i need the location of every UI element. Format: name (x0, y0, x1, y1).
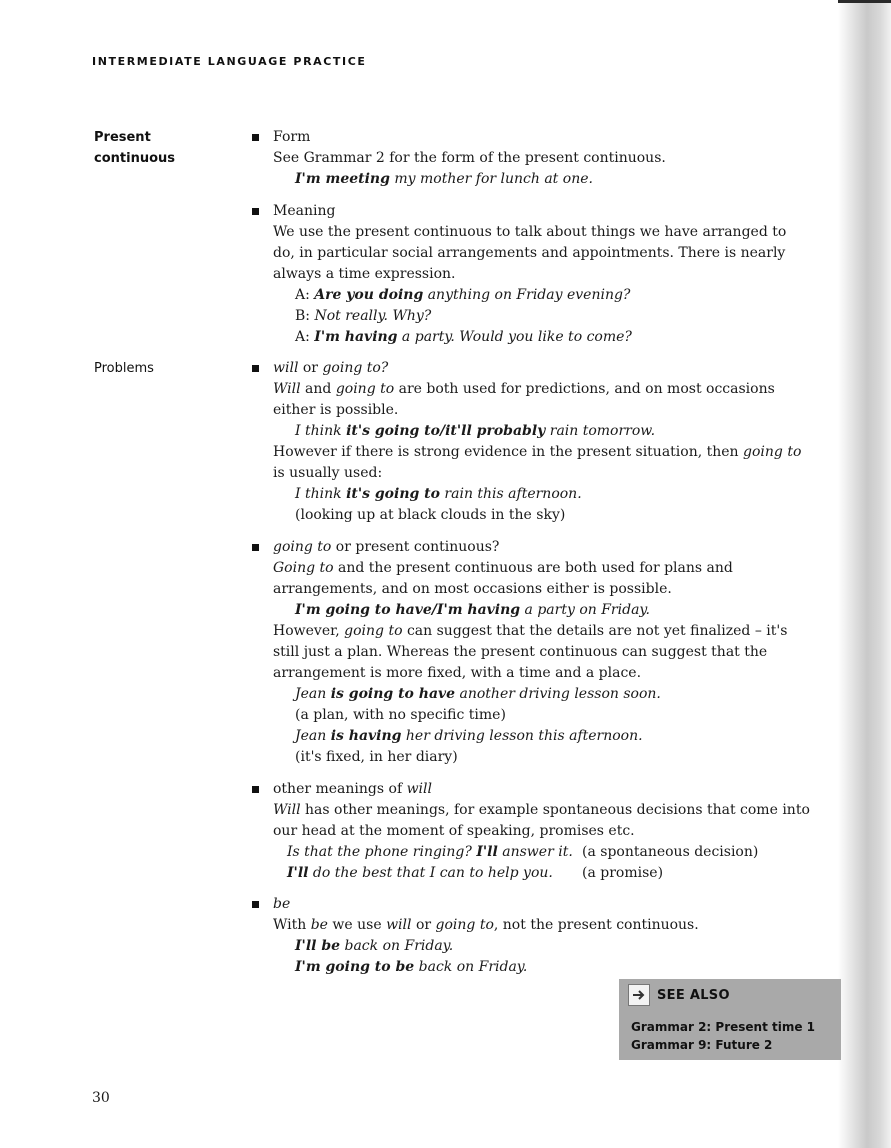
page-edge-line (838, 0, 891, 3)
see-also-link[interactable]: Grammar 9: Future 2 (631, 1038, 773, 1052)
section-label-present-continuous: Present continuous (94, 130, 175, 166)
example-dialogue-line: B: Not really. Why? (295, 308, 432, 324)
bullet-square-icon (252, 365, 259, 372)
bullet-form (252, 127, 812, 190)
example-sentence: I think it's going to rain this afternoon. (295, 486, 582, 502)
body-text: Will and going to are both used for predictions, and on most occasions either is possible. (273, 381, 775, 418)
page-number: 30 (92, 1090, 110, 1106)
example-sentence: I think it's going to/it'll probably rain tomorrow. (295, 423, 656, 439)
example-sentence: I'm going to have/I'm having a party on Friday. (295, 602, 650, 618)
bullet-title: other meanings of will (273, 781, 432, 797)
see-also-title: SEE ALSO (657, 987, 730, 1003)
bullet-title: be (273, 896, 291, 912)
bullet-will-or-going-to (252, 358, 812, 526)
running-header: INTERMEDIATE LANGUAGE PRACTICE (92, 55, 367, 68)
page-gutter-shadow (838, 0, 891, 1148)
bullet-title: going to or present continuous? (273, 539, 500, 555)
example-note: (a plan, with no specific time) (295, 707, 506, 723)
section-label-problems: Problems (94, 361, 154, 376)
bullet-other-meanings-of-will (252, 779, 812, 884)
body-text: We use the present continuous to talk about things we have arranged to do, in particular social arrangements and appointments. There is nearly always a time expression. (273, 224, 787, 282)
example-sentence: I'll do the best that I can to help you. (287, 865, 553, 881)
bullet-square-icon (252, 786, 259, 793)
body-text: Will has other meanings, for example spontaneous decisions that come into our head at the moment of speaking, promises etc. (273, 802, 810, 839)
body-text: See Grammar 2 for the form of the present continuous. (273, 150, 666, 166)
bullet-square-icon (252, 134, 259, 141)
bullet-title: Meaning (273, 203, 336, 219)
see-also-header (628, 984, 730, 1006)
example-pair (273, 863, 812, 884)
body-text: However if there is strong evidence in the present situation, then going to is usually used: (273, 444, 802, 481)
example-dialogue-line: A: I'm having a party. Would you like to come? (295, 329, 632, 345)
bullet-square-icon (252, 901, 259, 908)
example-pair (273, 842, 812, 863)
example-sentence: Jean is having her driving lesson this afternoon. (295, 728, 643, 744)
bullet-be (252, 894, 812, 978)
example-note: (a promise) (582, 865, 664, 881)
example-sentence: I'm meeting my mother for lunch at one. (295, 171, 593, 187)
bullet-meaning (252, 201, 812, 348)
body-text: However, going to can suggest that the details are not yet finalized – it's still just a plan. Whereas the present continuous can suggest that the arrangement is more fixed, with a time and a place. (273, 623, 788, 681)
bullet-going-to-or-present-continuous (252, 537, 812, 768)
bullet-square-icon (252, 544, 259, 551)
see-also-list (631, 1018, 815, 1054)
example-note: (it's fixed, in her diary) (295, 749, 458, 765)
example-sentence: I'll be back on Friday. (295, 938, 454, 954)
example-note: (a spontaneous decision) (582, 844, 759, 860)
example-sentence: I'm going to be back on Friday. (295, 959, 528, 975)
example-dialogue-line: A: Are you doing anything on Friday evening? (295, 287, 631, 303)
example-sentence: Jean is going to have another driving lesson soon. (295, 686, 661, 702)
bullet-title: Form (273, 129, 311, 145)
bullet-square-icon (252, 208, 259, 215)
example-note: (looking up at black clouds in the sky) (295, 507, 566, 523)
see-also-box (619, 979, 841, 1060)
body-text: With be we use will or going to, not the present continuous. (273, 917, 699, 933)
example-sentence: Is that the phone ringing? I'll answer it. (287, 844, 573, 860)
see-also-link[interactable]: Grammar 2: Present time 1 (631, 1020, 816, 1034)
arrow-right-icon (628, 984, 650, 1006)
body-text: Going to and the present continuous are both used for plans and arrangements, and on most occasions either is possible. (273, 560, 733, 597)
bullet-title: will or going to? (273, 360, 389, 376)
